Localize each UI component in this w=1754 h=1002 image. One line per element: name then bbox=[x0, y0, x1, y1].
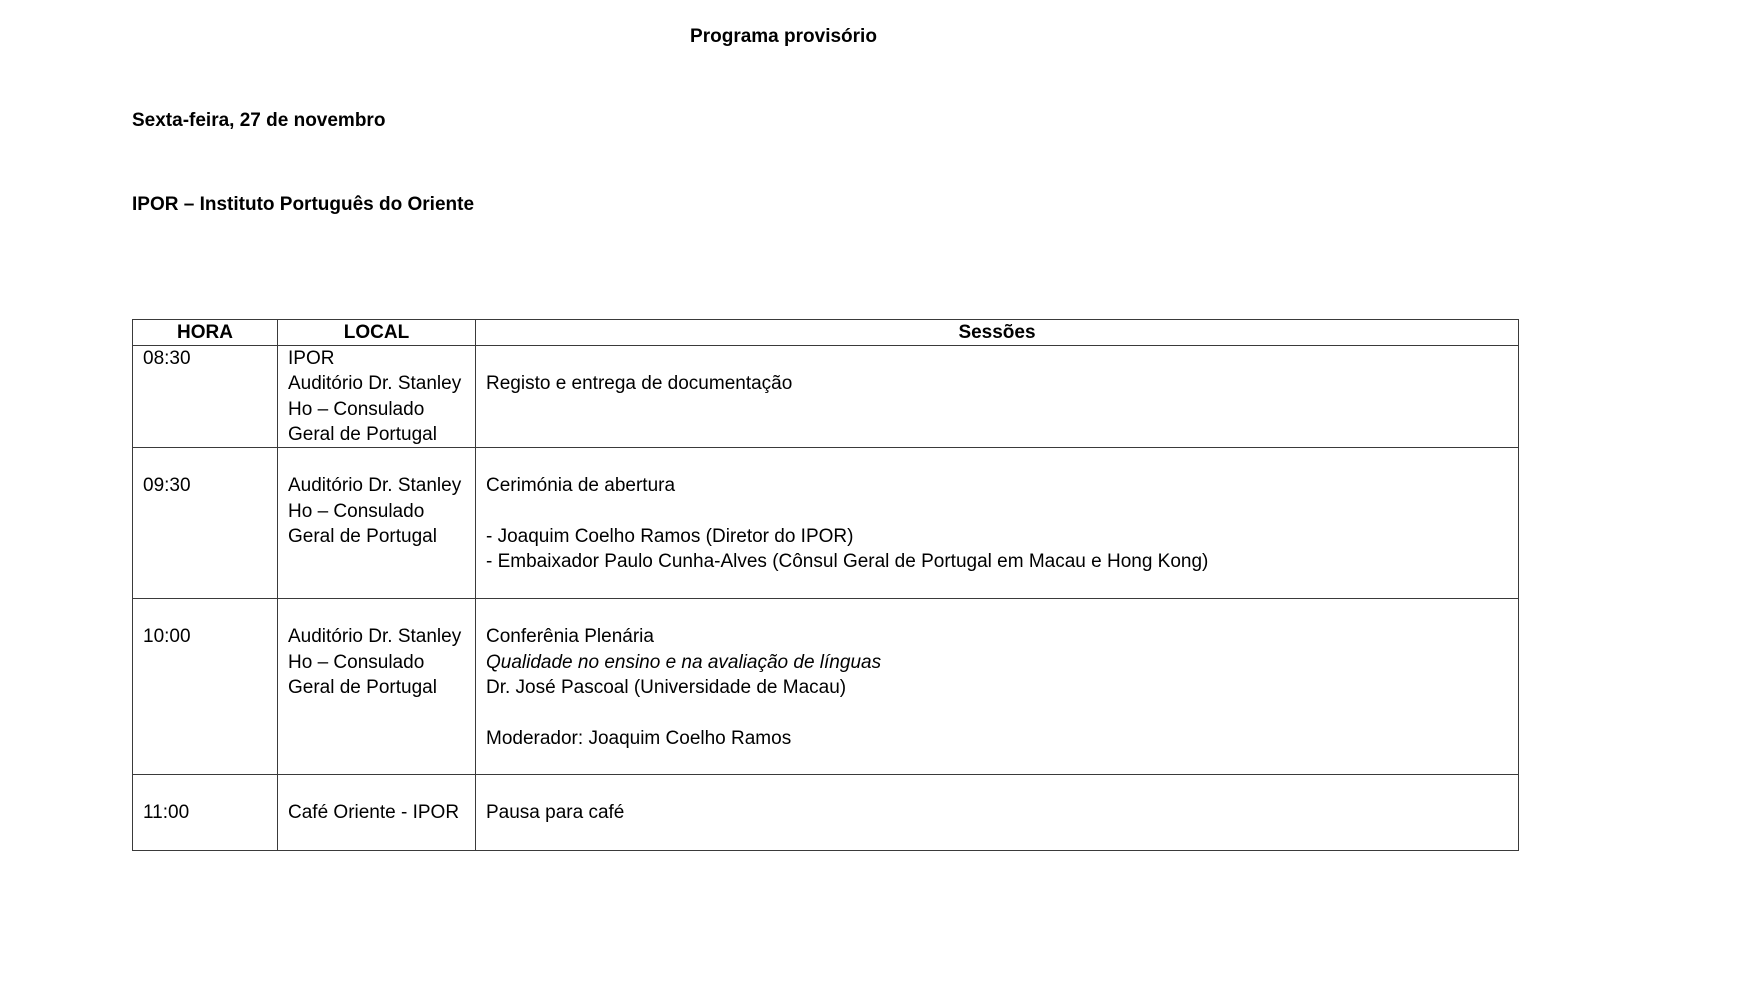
local-line: Café Oriente - IPOR bbox=[288, 802, 460, 824]
local-line: Geral de Portugal bbox=[288, 423, 437, 445]
local-cell bbox=[278, 599, 476, 775]
table-row bbox=[133, 599, 1519, 775]
hora-text: 08:30 bbox=[143, 348, 191, 369]
hora-text: 10:00 bbox=[143, 626, 191, 648]
local-cell bbox=[278, 346, 476, 448]
hora-text: 09:30 bbox=[143, 475, 191, 497]
local-line: Auditório Dr. Stanley bbox=[288, 626, 462, 648]
table-header-row bbox=[133, 320, 1519, 346]
session-line: Registo e entrega de documentação bbox=[486, 373, 793, 395]
date-heading: Sexta-feira, 27 de novembro bbox=[132, 110, 386, 131]
session-title: Conferênia Plenária bbox=[486, 626, 654, 648]
local-line: Geral de Portugal bbox=[288, 526, 437, 548]
hora-cell bbox=[133, 599, 278, 775]
session-line: Pausa para café bbox=[486, 802, 625, 824]
table-row bbox=[133, 775, 1519, 851]
session-line: - Embaixador Paulo Cunha-Alves (Cônsul Geral de Portugal em Macau e Hong Kong) bbox=[486, 551, 1209, 573]
header-local: LOCAL bbox=[278, 320, 476, 346]
header-sessoes: Sessões bbox=[476, 320, 1519, 346]
local-cell bbox=[278, 448, 476, 599]
session-title: Cerimónia de abertura bbox=[486, 475, 676, 497]
hora-cell bbox=[133, 448, 278, 599]
local-line: Geral de Portugal bbox=[288, 677, 437, 699]
schedule-table bbox=[132, 319, 1519, 851]
local-cell bbox=[278, 775, 476, 851]
session-moderator: Moderador: Joaquim Coelho Ramos bbox=[486, 727, 792, 749]
hora-cell bbox=[133, 775, 278, 851]
venue-heading: IPOR – Instituto Português do Oriente bbox=[132, 194, 475, 215]
local-line: IPOR bbox=[288, 348, 335, 369]
session-speaker: Dr. José Pascoal (Universidade de Macau) bbox=[486, 677, 847, 699]
session-subtitle: Qualidade no ensino e na avaliação de línguas bbox=[486, 651, 882, 673]
header-hora: HORA bbox=[133, 320, 278, 346]
hora-text: 11:00 bbox=[143, 802, 190, 824]
sessoes-cell bbox=[476, 448, 1519, 599]
local-line: Ho – Consulado bbox=[288, 500, 425, 522]
sessoes-cell bbox=[476, 346, 1519, 448]
table-row bbox=[133, 448, 1519, 599]
sessoes-cell bbox=[476, 599, 1519, 775]
sessoes-cell bbox=[476, 775, 1519, 851]
local-line: Ho – Consulado bbox=[288, 398, 425, 420]
local-line: Auditório Dr. Stanley bbox=[288, 475, 462, 497]
hora-cell bbox=[133, 346, 278, 448]
table-row bbox=[133, 346, 1519, 448]
local-line: Auditório Dr. Stanley bbox=[288, 373, 462, 395]
document-title: Programa provisório bbox=[690, 26, 877, 47]
local-line: Ho – Consulado bbox=[288, 651, 425, 673]
session-line: - Joaquim Coelho Ramos (Diretor do IPOR) bbox=[486, 526, 854, 548]
